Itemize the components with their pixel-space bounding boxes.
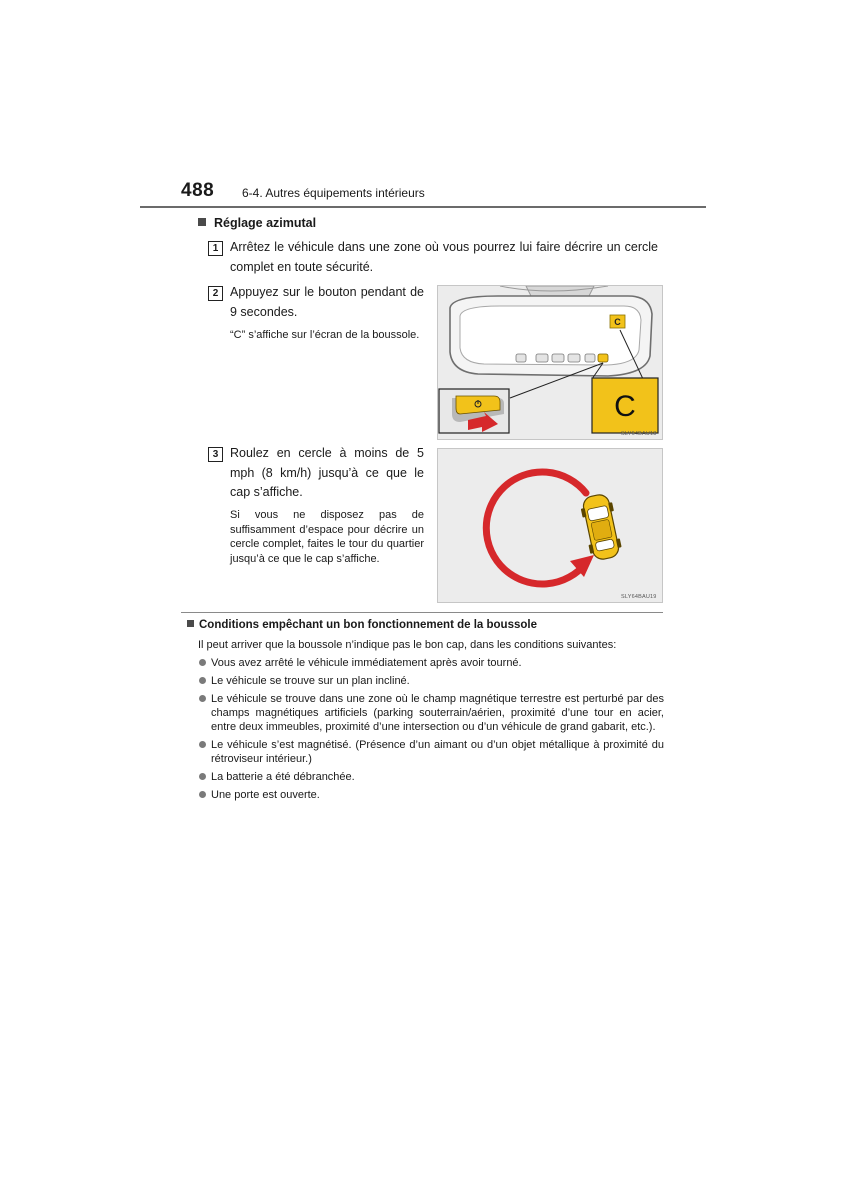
list-item-text: Le véhicule se trouve sur un plan incliné. xyxy=(211,675,410,687)
step-1-text: Arrêtez le véhicule dans une zone où vous pourrez lui faire décrire un cercle complet en toute sécurité. xyxy=(230,240,658,274)
step-3-note: Si vous ne disposez pas de suffisamment d’espace pour décrire un cercle complet, faites le tour du quartier jusqu’à ce que le cap s’affiche. xyxy=(230,509,424,565)
circle-drive-figure xyxy=(437,448,663,603)
bullet-dot-icon xyxy=(199,695,206,702)
list-item xyxy=(198,656,664,670)
page-header xyxy=(181,178,706,208)
mirror-display-letter: C xyxy=(614,317,621,327)
step-2-note: “C” s’affiche sur l’écran de la boussole. xyxy=(230,329,420,341)
step-1-badge: 1 xyxy=(208,241,223,256)
section-title-text: Réglage azimutal xyxy=(214,216,317,230)
circle-drive-illustration xyxy=(438,449,662,602)
conditions-title xyxy=(187,619,537,631)
bullet-dot-icon xyxy=(199,773,206,780)
step-2-text: Appuyez sur le bouton pendant de 9 secondes. xyxy=(230,285,424,319)
page-number: 488 xyxy=(181,180,215,201)
square-bullet-icon xyxy=(187,620,194,627)
section-separator xyxy=(181,612,663,613)
step-3-badge: 3 xyxy=(208,447,223,462)
conditions-list xyxy=(198,656,664,806)
mirror-figure-code: SLY64BAU18 xyxy=(621,431,657,437)
circle-figure-code: SLY64BAU19 xyxy=(621,594,657,600)
bullet-dot-icon xyxy=(199,677,206,684)
step-2-badge: 2 xyxy=(208,286,223,301)
chapter-title: 6-4. Autres équipements intérieurs xyxy=(242,186,425,200)
list-item-text: Vous avez arrêté le véhicule immédiatement après avoir tourné. xyxy=(211,657,522,669)
bullet-dot-icon xyxy=(199,659,206,666)
list-item xyxy=(198,770,664,784)
list-item xyxy=(198,692,664,734)
section-title xyxy=(198,216,316,230)
mirror-illustration xyxy=(438,286,662,439)
list-item xyxy=(198,738,664,766)
compass-display-letter: C xyxy=(614,390,636,423)
conditions-title-text: Conditions empêchant un bon fonctionnement de la boussole xyxy=(199,619,537,631)
bullet-dot-icon xyxy=(199,741,206,748)
list-item xyxy=(198,788,664,802)
list-item xyxy=(198,674,664,688)
conditions-intro: Il peut arriver que la boussole n’indique pas le bon cap, dans les conditions suivantes: xyxy=(198,639,617,651)
list-item-text: La batterie a été débranchée. xyxy=(211,771,355,783)
step-3-text: Roulez en cercle à moins de 5 mph (8 km/h) jusqu’à ce que le cap s’affiche. xyxy=(230,446,424,499)
list-item-text: Le véhicule s’est magnétisé. (Présence d’un aimant ou d’un objet métallique à proximité du rétroviseur intérieur.) xyxy=(211,739,664,765)
list-item-text: Une porte est ouverte. xyxy=(211,789,320,801)
list-item-text: Le véhicule se trouve dans une zone où le champ magnétique terrestre est perturbé par des champs magnétiques artificiels (parking souterrain/aérien, proximité d’une tour en acier, entre deux immeubles, proximité d’une intersection ou d’un véhicule de grand gabarit, etc.). xyxy=(211,693,664,733)
header-rule xyxy=(140,206,706,208)
bullet-dot-icon xyxy=(199,791,206,798)
mirror-figure xyxy=(437,285,663,440)
square-bullet-icon xyxy=(198,218,206,226)
